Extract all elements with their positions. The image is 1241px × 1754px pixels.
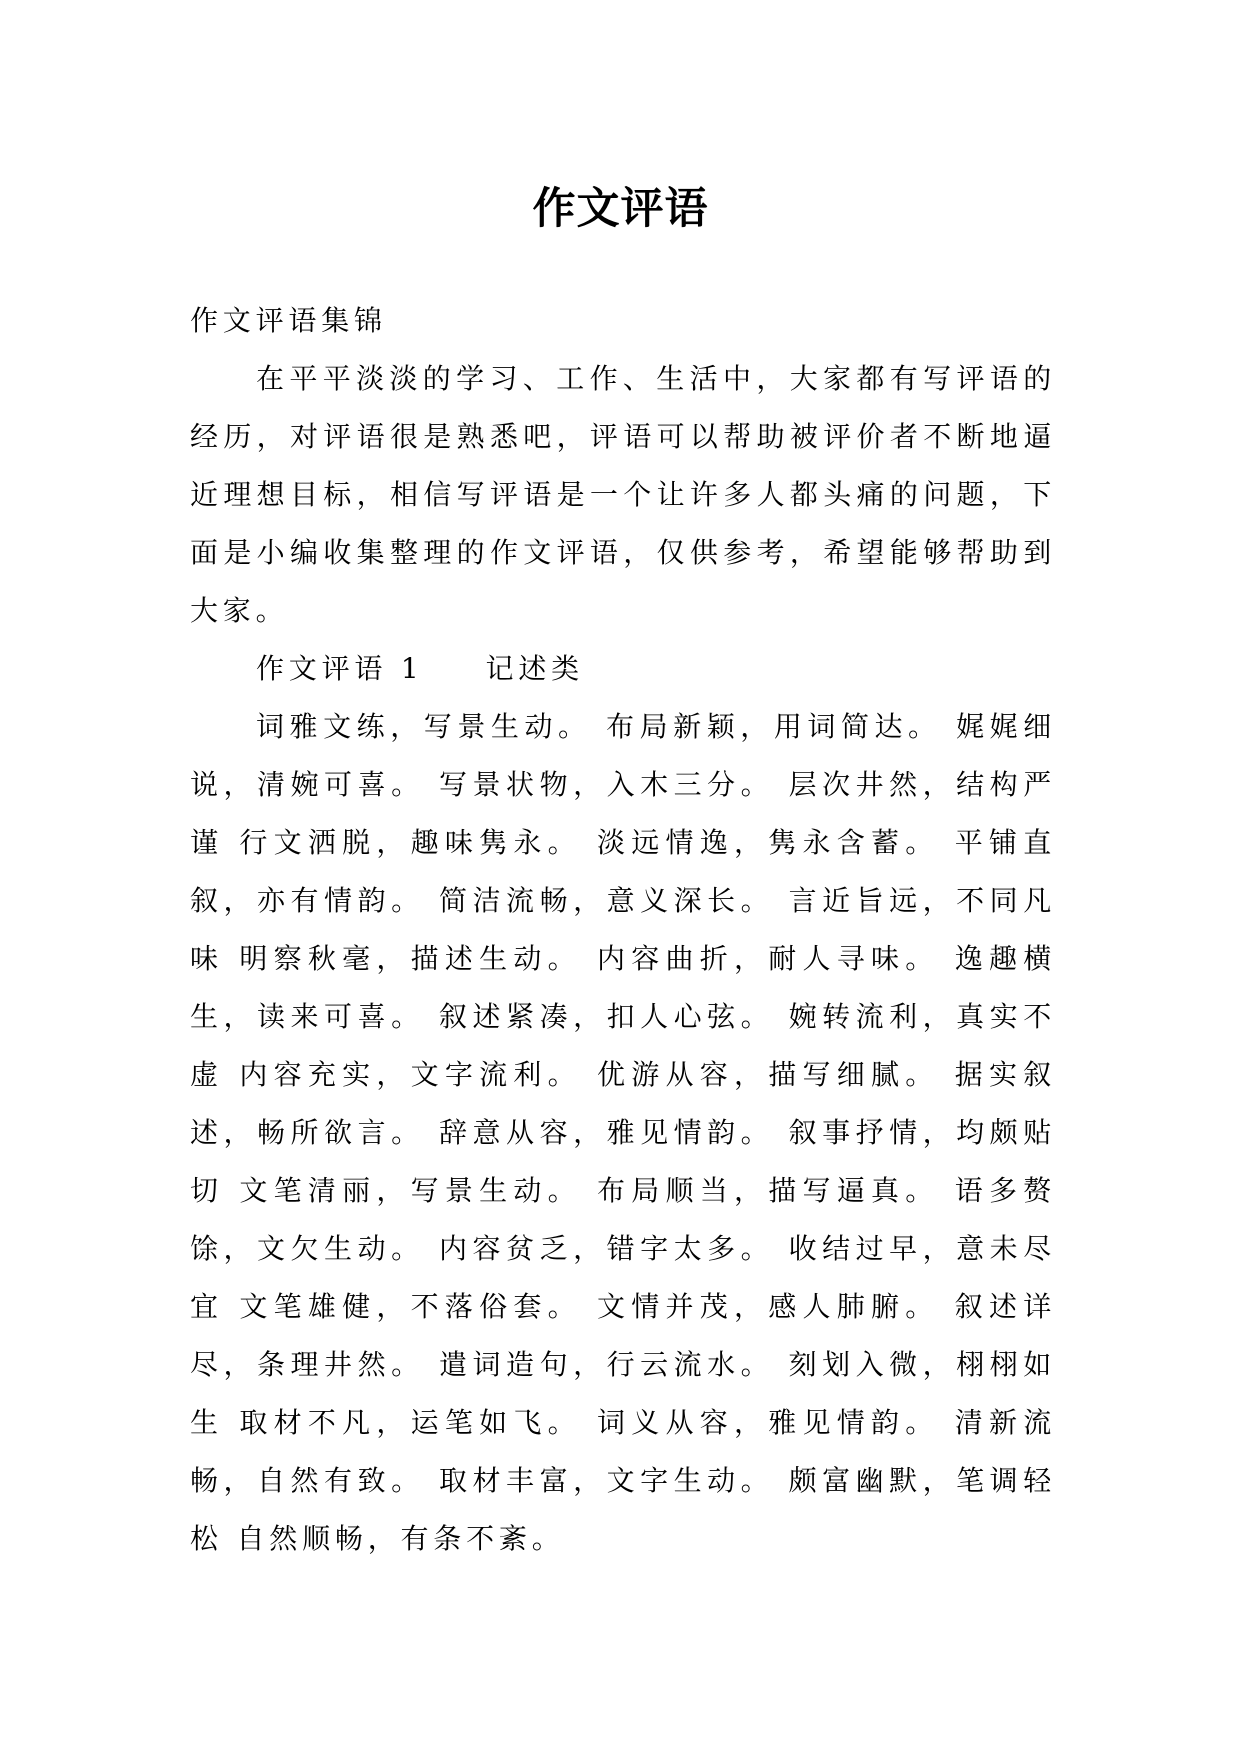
document-body [190,292,1056,1568]
section-heading [190,640,1056,698]
section-category: 记述类 [485,652,584,685]
section-label: 作文评语 1 [256,652,424,685]
document-title: 作文评语 [532,183,709,234]
intro-paragraph: 在平平淡淡的学习、工作、生活中，大家都有写评语的经历，对评语很是熟悉吧，评语可以帮助被评价者不断地逼近理想目标，相信写评语是一个让许多人都头痛的问题，下面是小编收集整理的作文评语，仅供参考，希望能够帮助到大家。 [190,362,1056,627]
document-subtitle: 作文评语集锦 [190,304,387,337]
comments-paragraph: 词雅文练，写景生动。 布局新颖，用词简达。 娓娓细说，清婉可喜。 写景状物，入木三分。 层次井然，结构严谨 行文洒脱，趣味隽永。 淡远情逸，隽永含蓄。 平铺直叙，亦有情韵。 简洁流畅，意义深长。 言近旨远，不同凡味 明察秋毫，描述生动。 内容曲折，耐人寻味。 逸趣横生，读来可喜。 叙述紧凑，扣人心弦。 婉转流利，真实不虚 内容充实，文字流利。 优游从容，描写细腻。 据实叙述，畅所欲言。 辞意从容，雅见情韵。 叙事抒情，均颇贴切 文笔清丽，写景生动。 布局顺当，描写逼真。 语多赘馀，文欠生动。 内容贫乏，错字太多。 收结过早，意未尽宜 文笔雄健，不落俗套。 文情并茂，感人肺腑。 叙述详尽，条理井然。 遣词造句，行云流水。 刻划入微，栩栩如生 取材不凡，运笔如飞。 词义从容，雅见情韵。 清新流畅，自然有致。 取材丰富，文字生动。 颇富幽默，笔调轻松 自然顺畅，有条不紊。 [190,710,1056,1555]
